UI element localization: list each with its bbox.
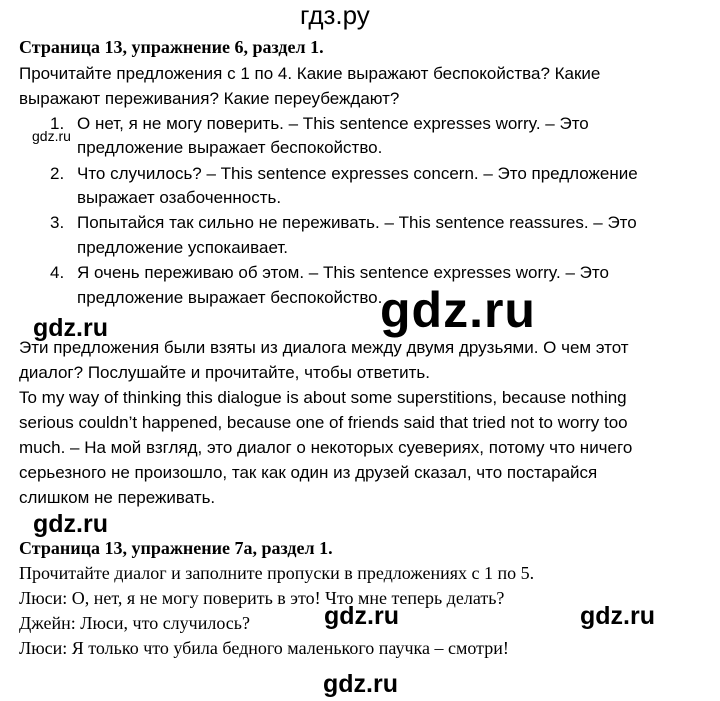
section-2-question-line-1: Эти предложения были взяты из диалога между двумя друзьями. О чем этот [19,338,629,357]
list-item-text: предложение успокаивает. [77,238,288,257]
section-2-question-line-2: диалог? Послушайте и прочитайте, чтобы ответить. [19,363,430,382]
watermark-medium: gdz.ru [33,314,108,342]
watermark-medium: gdz.ru [323,670,398,698]
watermark-large: gdz.ru [380,282,536,338]
section-1-task-line-1: Прочитайте предложения с 1 по 4. Какие выражают беспокойства? Какие [19,64,601,83]
list-item-number: 3. [50,213,65,232]
list-item-number: 2. [50,164,65,183]
section-1-task-line-2: выражают переживания? Какие переубеждают? [19,89,400,108]
answer-line: серьезного не произошло, так как один из друзей сказал, что постарайся [19,463,598,482]
list-item-text: О нет, я не могу поверить. – This sentence expresses worry. – Это [77,114,589,133]
watermark-medium: gdz.ru [33,510,108,538]
section-3-task: Прочитайте диалог и заполните пропуски в предложениях с 1 по 5. [19,563,535,583]
list-item-text: предложение выражает беспокойство. [77,288,383,307]
list-item-text: выражает озабоченность. [77,188,282,207]
watermark-medium: gdz.ru [324,602,399,630]
watermark-small: gdz.ru [32,128,71,144]
dialog-line: Люси: О, нет, я не могу поверить в это! Что мне теперь делать? [19,588,505,608]
site-header: гдз.ру [300,0,370,30]
section-3-heading: Страница 13, упражнение 7а, раздел 1. [19,538,333,558]
answer-line: To my way of thinking this dialogue is about some superstitions, because nothing [19,388,627,407]
answer-line: serious couldn’t happened, because one of friends said that tried not to worry too [19,413,628,432]
watermark-medium: gdz.ru [580,602,655,630]
section-1-heading: Страница 13, упражнение 6, раздел 1. [19,37,324,57]
list-item-number: 1. [50,114,65,133]
dialog-line: Джейн: Люси, что случилось? [19,613,250,633]
list-item-text: Попытайся так сильно не переживать. – This sentence reassures. – Это [77,213,637,232]
list-item-number: 4. [50,263,65,282]
answer-line: слишком не переживать. [19,488,216,507]
list-item-text: Что случилось? – This sentence expresses concern. – Это предложение [77,164,638,183]
answer-line: much. – На мой взгляд, это диалог о некоторых суевериях, потому что ничего [19,438,633,457]
list-item-text: Я очень переживаю об этом. – This sentence expresses worry. – Это [77,263,609,282]
dialog-line: Люси: Я только что убила бедного маленького паучка – смотри! [19,638,509,658]
list-item-text: предложение выражает беспокойство. [77,138,383,157]
